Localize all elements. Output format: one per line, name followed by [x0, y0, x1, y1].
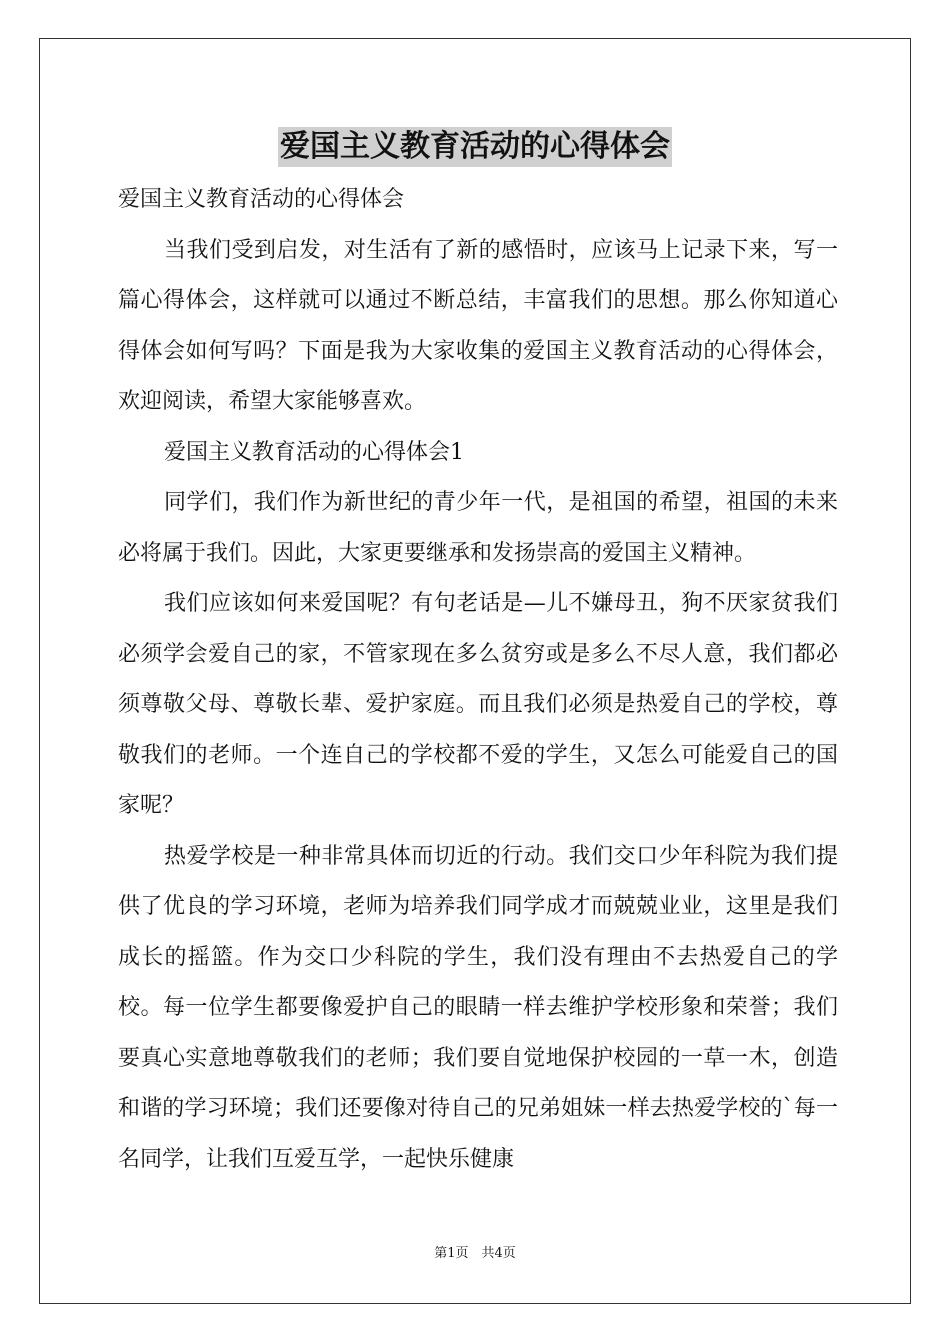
- page-number: 第1页 共4页: [434, 1246, 516, 1261]
- document-body: [118, 175, 838, 1185]
- document-title-text: 爱国主义教育活动的心得体会: [278, 127, 672, 167]
- body-paragraph: 我们应该如何来爱国呢？有句老话是—儿不嫌母丑，狗不厌家贫我们必须学会爱自己的家，不管家现在多么贫穷或是多么不尽人意，我们都必须尊敬父母、尊敬长辈、爱护家庭。而且我们必须是热爱自己的学校，尊敬我们的老师。一个连自己的学校都不爱的学生，又怎么可能爱自己的国家呢？: [118, 591, 838, 818]
- document-title: [0, 122, 950, 172]
- body-paragraph: 同学们，我们作为新世纪的青少年一代，是祖国的希望，祖国的未来必将属于我们。因此，大家更要继承和发扬崇高的爱国主义精神。: [118, 490, 838, 566]
- subtitle-paragraph: 爱国主义教育活动的心得体会: [118, 187, 405, 212]
- section-heading: 爱国主义教育活动的心得体会1: [164, 439, 464, 465]
- intro-paragraph: 当我们受到启发，对生活有了新的感悟时，应该马上记录下来，写一篇心得体会，这样就可以通过不断总结，丰富我们的思想。那么你知道心得体会如何写吗？下面是我为大家收集的爱国主义教育活动的心得体会，欢迎阅读，希望大家能够喜欢。: [118, 237, 838, 414]
- page-footer: [0, 1244, 950, 1264]
- body-paragraph: 热爱学校是一种非常具体而切近的行动。我们交口少年科院为我们提供了优良的学习环境，老师为培养我们同学成才而兢兢业业，这里是我们成长的摇篮。作为交口少科院的学生，我们没有理由不去热爱自己的学校。每一位学生都要像爱护自己的眼睛一样去维护学校形象和荣誉；我们要真心实意地尊敬我们的老师；我们要自觉地保护校园的一草一木，创造和谐的学习环境；我们还要像对待自己的兄弟姐妹一样去热爱学校的`每一名同学，让我们互爱互学，一起快乐健康: [118, 843, 838, 1172]
